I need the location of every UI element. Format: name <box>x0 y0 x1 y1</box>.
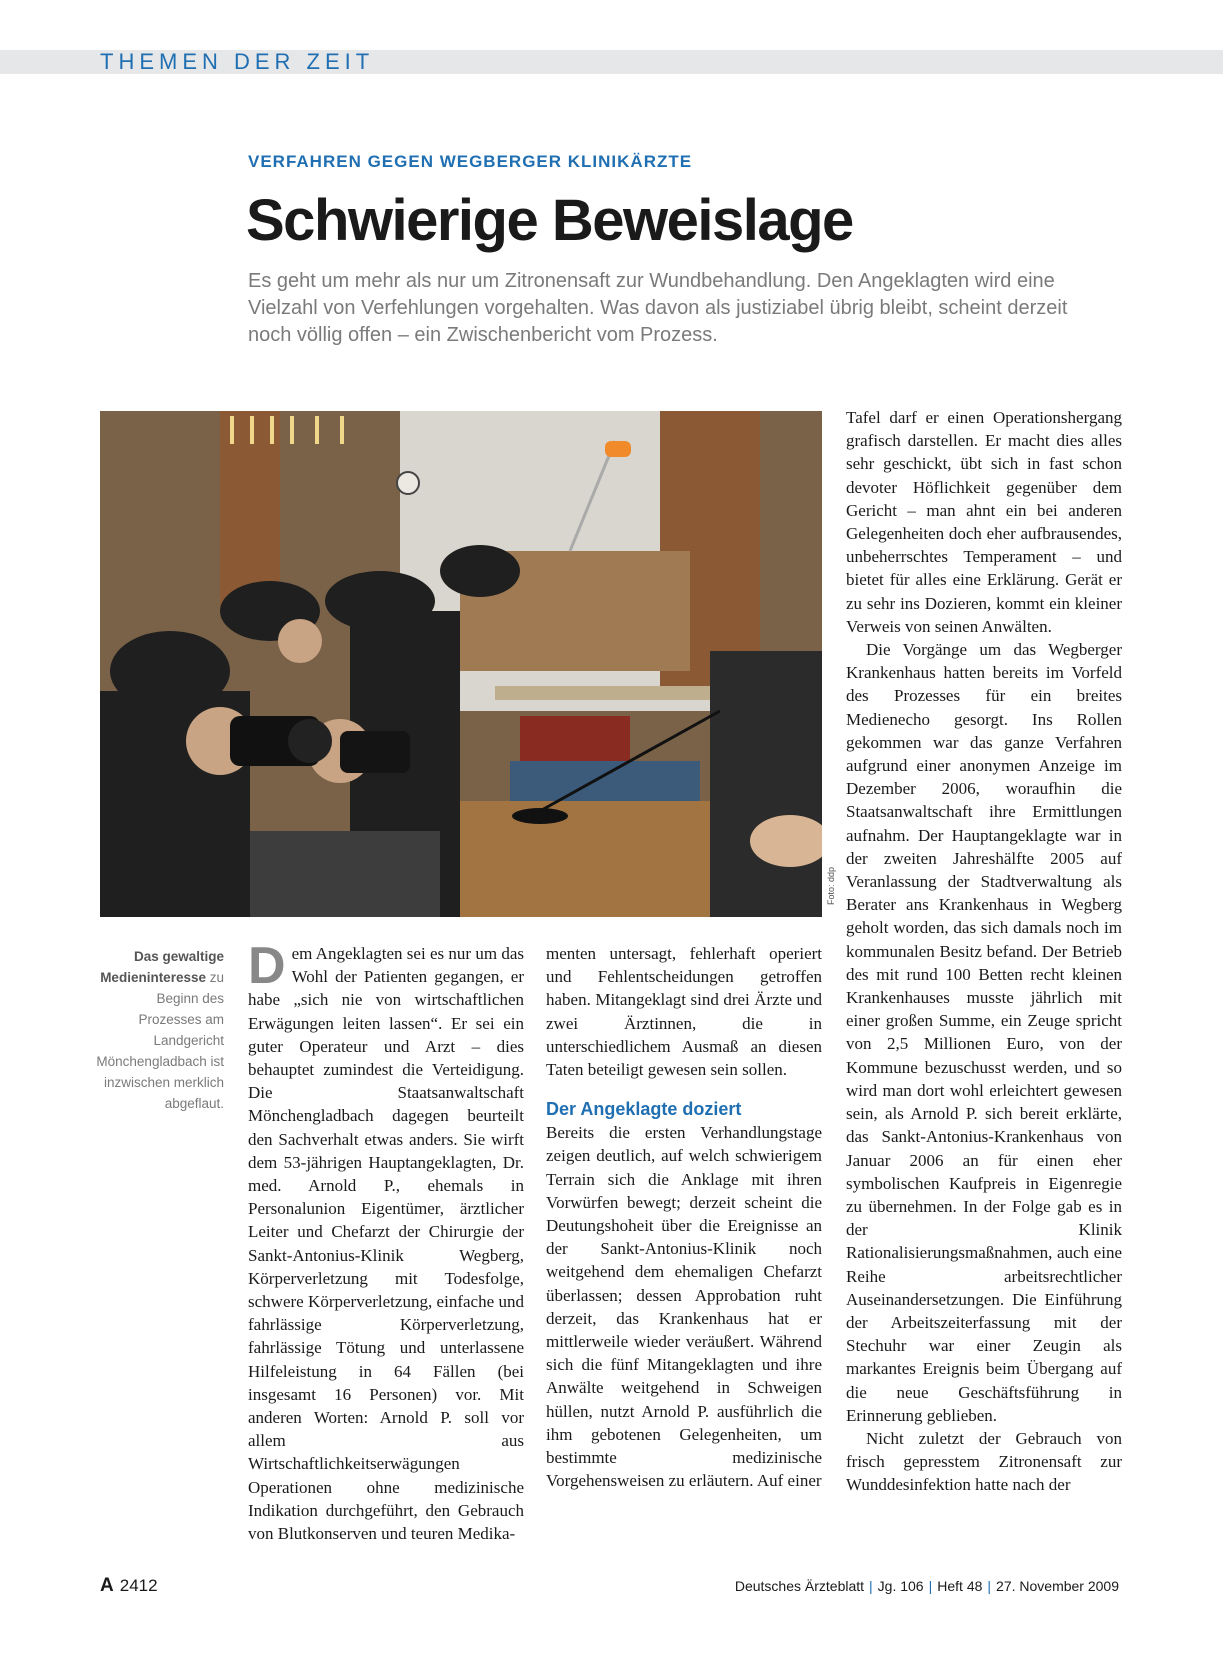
body-paragraph-1-part-2: menten untersagt, fehlerhaft operiert und Fehlentscheidungen getroffen haben. Mitangeklagt sind drei Ärzte und zwei Ärztinnen, die in unterschiedlichem Ausmaß an diesen Taten beteiligt gewesen sein sollen. <box>546 944 822 1080</box>
body-paragraph-3: Die Vorgänge um das Wegberger Krankenhaus hatten bereits im Vorfeld des Prozesses für ein breites Medienecho gesorgt. Ins Rollen gekommen war das ganze Verfahren aufgrund einer anonymen Anzeige im Dezember 2006, woraufhin die Staatsanwaltschaft ihre Ermittlungen aufnahm. Der Hauptangeklagte war in der zweiten Jahreshälfte 2005 auf Veranlassung der Stadtverwaltung als Berater ans Krankenhaus in Wegberg geholt worden, das sich damals noch im kommunalen Besitz befand. Der Betrieb des mit rund 100 Betten recht kleinen Krankenhauses musste jährlich mit einer großen Summe, ein Zeuge spricht von 2,5 Millionen Euro, von der Kommune bezuschusst werden, und so wird man dort wohl erleichtert gewesen sein, als Arnold P. sich bereit erklärte, das Sankt-Antonius-Krankenhaus von Januar 2006 an für einen eher symbolischen Kaufpreis in Eigenregie zu übernehmen. In der Folge gab es in der Klinik Rationalisierungsmaßnahmen, auch eine Reihe arbeitsrechtlicher Auseinandersetzungen. Die Einführung der Arbeitszeiterfassung mit der Stechuhr war einer Zeugin als markantes Ereignis beim Übergang auf die neue Geschäftsführung in Erinnerung geblieben. <box>846 640 1122 1425</box>
photo-credit: Foto: ddp <box>826 866 836 905</box>
journal-name: Deutsches Ärzteblatt <box>734 1578 865 1594</box>
body-paragraph-2-part-2: Tafel darf er einen Operationshergang grafisch darstellen. Er macht dies alles sehr geschickt, übt sich in fast schon devoter Höflichkeit gegenüber dem Gericht – man ahnt ein bei anderen Gelegenheiten doch eher aufbrausendes, unbeherrschtes Temperament – und bietet für alles eine Erklärung. Gerät er zu sehr ins Dozieren, kommt ein kleiner Verweis von seinen Anwälten. <box>846 408 1122 636</box>
journal-footer: Deutsches Ärzteblatt | Jg. 106 | Heft 48 | 27. November 2009 <box>734 1578 1119 1594</box>
body-column-2 <box>546 942 822 1492</box>
journal-date: 27. November 2009 <box>996 1578 1119 1594</box>
article-title: Schwierige Beweislage <box>246 188 853 253</box>
body-paragraph-1-part-1: em Angeklagten sei es nur um das Wohl der Patienten gegangen, er habe „sich nie von wirtschaftlichen Erwägungen leiten lassen“. Er sei ein guter Operateur und Arzt – dies behauptet zumindest die Verteidigung. Die Staatsanwaltschaft Mönchengladbach dagegen beurteilt den Sachverhalt etwas anders. Sie wirft dem 53-jährigen Hauptangeklagten, Dr. med. Arnold P., ehemals in Personalunion Eigentümer, ärztlicher Leiter und Chefarzt der Chirurgie der Sankt-Antonius-Klinik Wegberg, Körperverletzung mit Todesfolge, schwere Körperverletzung, einfache und fahrlässige Körperverletzung, fahrlässige Tötung und unterlassene Hilfeleistung in 64 Fällen (bei insgesamt 16 Personen) vor. Mit anderen Worten: Arnold P. soll vor allem aus Wirtschaftlichkeitserwägungen Operationen ohne medizinische Indikation durchgeführt, den Gebrauch von Blutkonserven und teuren Medika- <box>248 944 524 1544</box>
page-number-value: 2412 <box>119 1576 158 1595</box>
drop-cap: D <box>248 937 286 995</box>
body-paragraph-2-part-1: Bereits die ersten Verhandlungstage zeigen deutlich, auf welch schwierigem Terrain sich die Anklage mit ihren Vorwürfen bewegt; derzeit scheint die Deutungshoheit über die Ereignisse an der Sankt-Antonius-Klinik noch weitgehend dem ehemaligen Chefarzt überlassen; dessen Approbation ruht derzeit, das Krankenhaus hat er mittlerweile wieder veräußert. Während sich die fünf Mitangeklagten und ihre Anwälte weitgehend in Schweigen hüllen, nutzt Arnold P. ausführlich die ihm gebotenen Gelegenheiten, um bestimmte medizinische Vorgehensweisen zu erläutern. Auf einer <box>546 1123 822 1491</box>
body-paragraph-4: Nicht zuletzt der Gebrauch von frisch gepresstem Zitronensaft zur Wunddesinfektion hatte nach der <box>846 1428 1122 1495</box>
journal-issue: Heft 48 <box>937 1578 983 1594</box>
page-prefix: A <box>100 1575 114 1596</box>
journal-volume: Jg. 106 <box>877 1578 924 1594</box>
caption-text: zu Beginn des Prozesses am Landgericht Mönchengladbach ist inzwischen merklich abgeflaut. <box>96 970 224 1111</box>
page-number <box>100 1575 158 1597</box>
courtroom-photo <box>100 411 822 917</box>
article-lead: Es geht um mehr als nur um Zitronensaft zur Wundbehandlung. Den Angeklagten wird eine Vielzahl von Verfehlungen vorgehalten. Was davon als justiziabel übrig bleibt, scheint derzeit noch völlig offen – ein Zwischenbericht vom Prozess. <box>248 270 1068 346</box>
body-column-3 <box>846 406 1122 1497</box>
caption-bold: Das gewaltige Medieninteresse <box>100 949 224 985</box>
photo-caption <box>96 946 224 1114</box>
body-column-1 <box>248 937 524 1545</box>
subhead: Der Angeklagte doziert <box>546 1099 742 1120</box>
article-kicker: VERFAHREN GEGEN WEGBERGER KLINIKÄRZTE <box>248 152 693 171</box>
courtroom-photo-illustration <box>100 411 822 917</box>
section-label: THEMEN DER ZEIT <box>100 49 375 74</box>
